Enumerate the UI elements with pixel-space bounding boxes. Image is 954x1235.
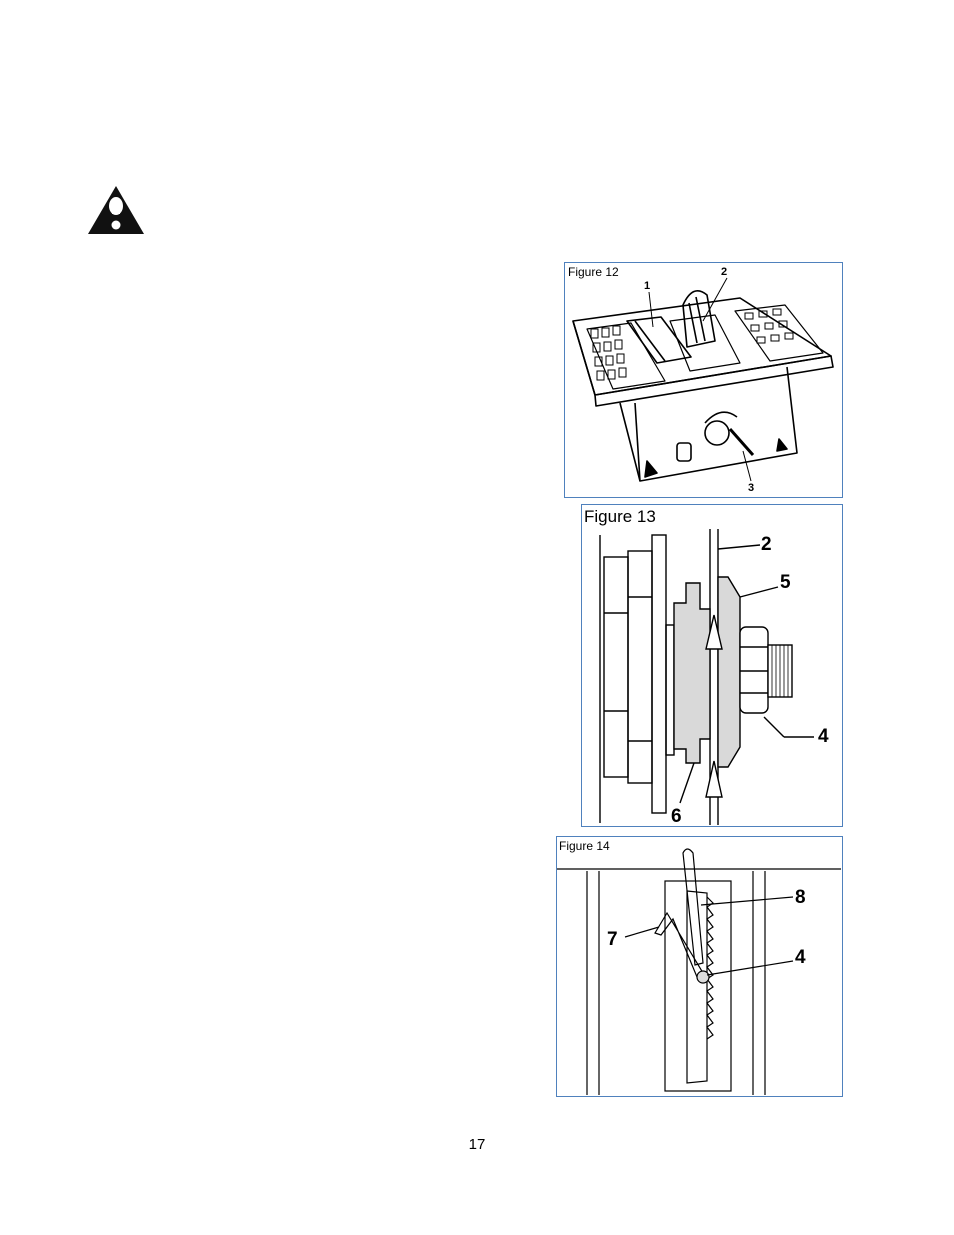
figure-12-callout-2: 2 <box>721 266 728 278</box>
figure-14 <box>556 836 843 1097</box>
figure-13-callout-5: 5 <box>780 572 791 593</box>
figure-14-caption: Figure 14 <box>559 839 610 853</box>
warning-icon <box>86 184 146 236</box>
figure-12-callout-3: 3 <box>748 482 755 494</box>
figure-13-callout-2: 2 <box>761 534 772 555</box>
figure-14-callout-7: 7 <box>607 929 618 950</box>
figure-14-callout-8: 8 <box>795 887 806 908</box>
table-saw-drawing <box>565 263 841 496</box>
page-number: 17 <box>468 1136 486 1153</box>
figure-13-callout-4: 4 <box>818 726 829 747</box>
figure-13 <box>581 504 843 827</box>
blade-wrench-drawing <box>557 837 841 1095</box>
figure-12 <box>564 262 843 498</box>
figure-12-caption: Figure 12 <box>568 265 619 279</box>
blade-flange-drawing <box>582 505 841 825</box>
figure-14-callout-4: 4 <box>795 947 806 968</box>
figure-13-callout-6: 6 <box>671 806 682 827</box>
figure-12-callout-1: 1 <box>644 280 651 292</box>
figure-13-caption: Figure 13 <box>584 507 656 526</box>
